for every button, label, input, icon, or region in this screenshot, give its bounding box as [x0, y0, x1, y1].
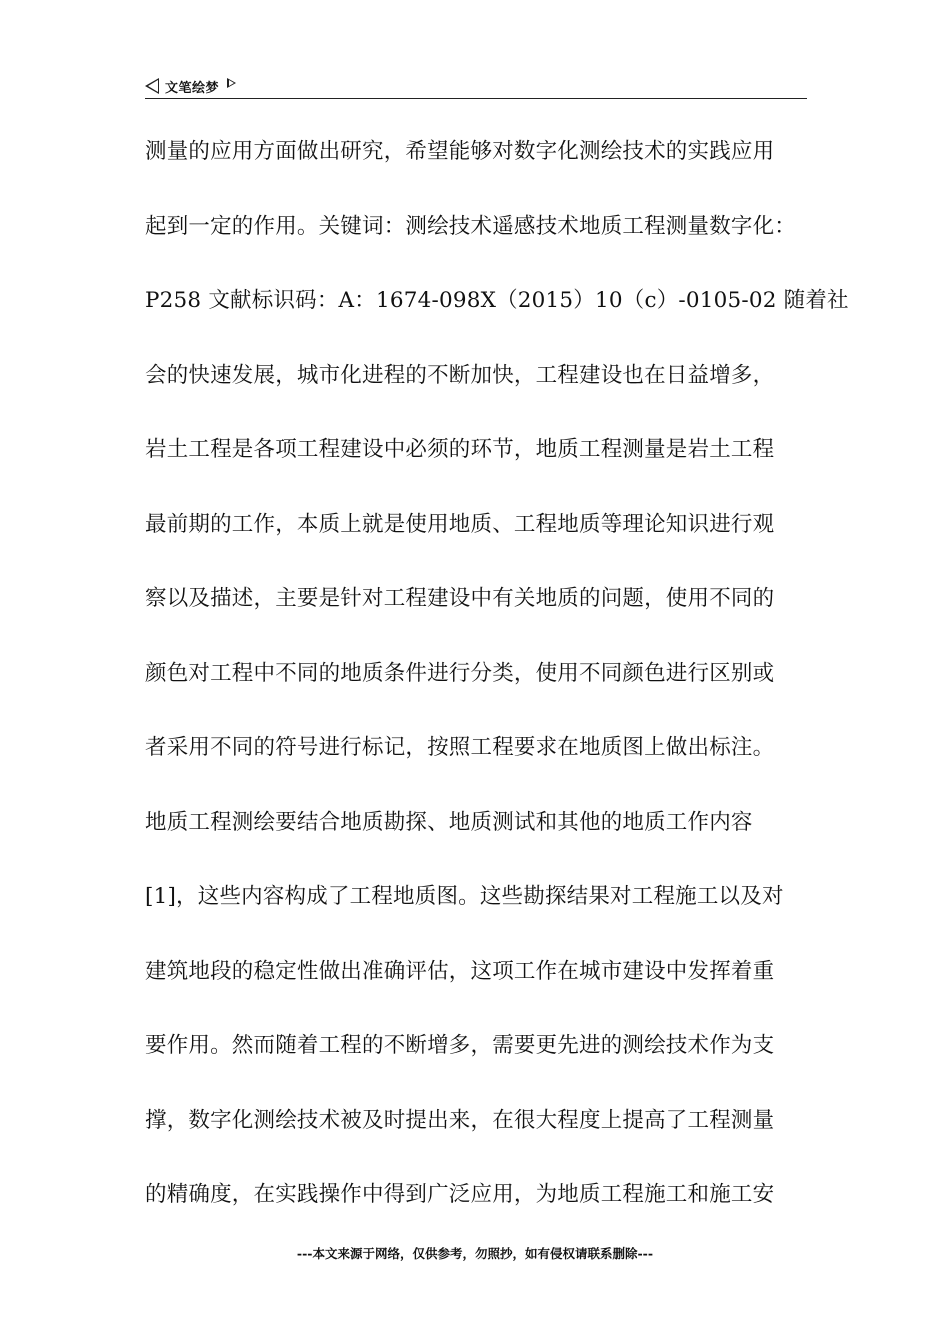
- body-line: 颜色对工程中不同的地质条件进行分类，使用不同颜色进行区别或: [145, 660, 775, 686]
- header-brand: 文笔绘梦: [165, 80, 220, 96]
- body-line: [1]，这些内容构成了工程地质图。这些勘探结果对工程施工以及对: [145, 884, 784, 909]
- body-line: 会的快速发展，城市化进程的不断加快，工程建设也在日益增多，: [145, 362, 775, 388]
- body-line: 测量的应用方面做出研究，希望能够对数字化测绘技术的实践应用: [145, 139, 775, 164]
- document-body: [145, 128, 849, 1246]
- body-line: 建筑地段的稳定性做出准确评估，这项工作在城市建设中发挥着重: [145, 958, 775, 984]
- page-header: [145, 74, 807, 99]
- body-line: 者采用不同的符号进行标记，按照工程要求在地质图上做出标注。: [145, 735, 775, 760]
- body-line: 起到一定的作用。关键词：测绘技术遥感技术地质工程测量数字化：: [145, 213, 797, 239]
- body-line: 地质工程测绘要结合地质勘探、地质测试和其他的地质工作内容: [145, 809, 753, 835]
- body-line: 要作用。然而随着工程的不断增多，需要更先进的测绘技术作为支: [145, 1033, 775, 1058]
- body-line: P258 文献标识码：A：1674-098X（2015）10（c）-0105-02 随着社: [145, 288, 849, 313]
- triangle-left-icon: [145, 78, 159, 94]
- body-line: 的精确度，在实践操作中得到广泛应用，为地质工程施工和施工安: [145, 1182, 775, 1207]
- triangle-right-icon: [227, 78, 236, 88]
- body-line: 最前期的工作，本质上就是使用地质、工程地质等理论知识进行观: [145, 511, 775, 537]
- footer-notice: ---本文来源于网络，仅供参考，勿照抄，如有侵权请联系删除---: [296, 1246, 654, 1261]
- body-line: 察以及描述，主要是针对工程建设中有关地质的问题，使用不同的: [145, 586, 775, 611]
- body-line: 岩土工程是各项工程建设中必须的环节，地质工程测量是岩土工程: [145, 437, 775, 462]
- body-line: 撑，数字化测绘技术被及时提出来，在很大程度上提高了工程测量: [145, 1107, 775, 1133]
